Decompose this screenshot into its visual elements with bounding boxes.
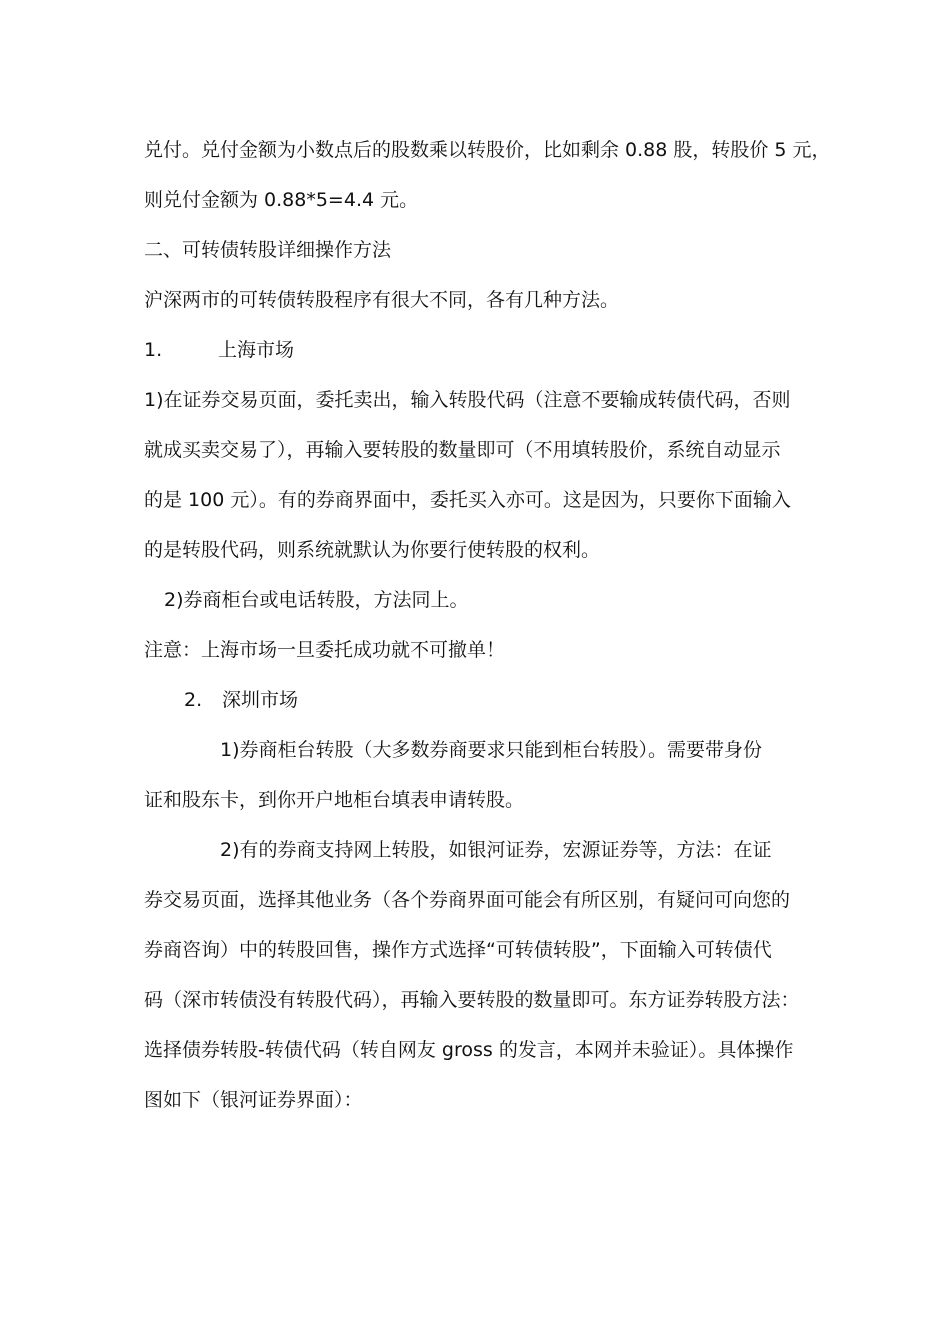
paragraph-line: 1)券商柜台转股（大多数券商要求只能到柜台转股）。需要带身份 bbox=[220, 739, 763, 761]
paragraph-line: 码（深市转债没有转股代码），再输入要转股的数量即可。东方证券转股方法： bbox=[144, 989, 800, 1011]
paragraph-line: 的是转股代码，则系统就默认为你要行使转股的权利。 bbox=[144, 539, 601, 561]
subsection-title: 深圳市场 bbox=[222, 689, 299, 711]
list-number: 1. bbox=[144, 339, 163, 361]
paragraph-line: 图如下（银河证券界面）： bbox=[144, 1089, 363, 1111]
paragraph-line: 就成买卖交易了），再输入要转股的数量即可（不用填转股价，系统自动显示 bbox=[144, 439, 781, 461]
paragraph-line: 则兑付金额为 0.88*5=4.4 元。 bbox=[144, 189, 419, 211]
note-line: 注意：上海市场一旦委托成功就不可撤单！ bbox=[144, 639, 506, 661]
paragraph-line: 沪深两市的可转债转股程序有很大不同，各有几种方法。 bbox=[144, 289, 620, 311]
paragraph-line: 券交易页面，选择其他业务（各个券商界面可能会有所区别，有疑问可向您的 bbox=[144, 889, 791, 911]
section-heading: 二、可转债转股详细操作方法 bbox=[144, 239, 392, 261]
paragraph-line: 兑付。兑付金额为小数点后的股数乘以转股价，比如剩余 0.88 股，转股价 5 元， bbox=[144, 139, 831, 161]
paragraph-line: 选择债券转股-转债代码（转自网友 gross 的发言，本网并未验证）。具体操作 bbox=[144, 1039, 794, 1061]
paragraph-line: 2)有的券商支持网上转股，如银河证券，宏源证券等，方法：在证 bbox=[220, 839, 772, 861]
subsection-heading-shanghai bbox=[144, 337, 820, 363]
subsection-heading-shenzhen bbox=[184, 687, 820, 713]
paragraph-line: 证和股东卡，到你开户地柜台填表申请转股。 bbox=[144, 789, 525, 811]
list-number: 2. bbox=[184, 689, 203, 711]
paragraph-line: 的是 100 元）。有的券商界面中，委托买入亦可。这是因为，只要你下面输入 bbox=[144, 489, 791, 511]
paragraph-line: 1)在证券交易页面，委托卖出，输入转股代码（注意不要输成转债代码，否则 bbox=[144, 389, 791, 411]
subsection-title: 上海市场 bbox=[218, 339, 295, 361]
paragraph-line: 券商咨询）中的转股回售，操作方式选择“可转债转股”，下面输入可转债代 bbox=[144, 939, 772, 961]
paragraph-line: 2)券商柜台或电话转股，方法同上。 bbox=[164, 589, 469, 611]
